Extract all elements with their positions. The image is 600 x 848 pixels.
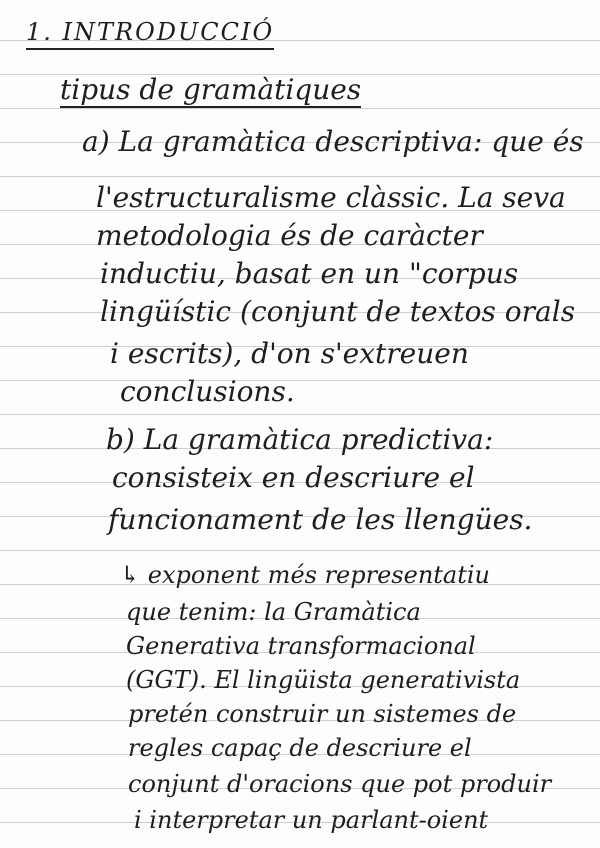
section-b-line-1: b) La gramàtica predictiva:	[106, 423, 494, 456]
section-a-line-6: i escrits), d'on s'extreuen	[110, 337, 469, 370]
note-line-5: pretén construir un sistemes de	[128, 700, 517, 728]
note-line-7: conjunt d'oracions que pot produir	[128, 770, 552, 798]
note-line-4: (GGT). El lingüista generativista	[126, 666, 521, 694]
note-line-6: regles capaç de descriure el	[128, 734, 472, 762]
section-a-line-1: a) La gramàtica descriptiva: que és	[82, 125, 584, 158]
section-a-line-4: inductiu, basat en un "corpus	[100, 257, 519, 290]
note-line-2: que tenim: la Gramàtica	[126, 598, 421, 626]
note-line-8: i interpretar un parlant-oient	[134, 806, 489, 834]
section-b-line-2: consisteix en descriure el	[112, 461, 475, 494]
section-a-line-5: lingüístic (conjunt de textos orals	[100, 295, 576, 328]
section-a-line-7: conclusions.	[120, 375, 295, 408]
note-line-1: ↳ exponent més representatiu	[120, 561, 491, 589]
section-subtitle: tipus de gramàtiques	[60, 73, 362, 106]
section-a-line-2: l'estructuralisme clàssic. La seva	[96, 181, 566, 214]
section-b-line-3: funcionament de les llengües.	[108, 503, 533, 536]
note-line-3: Generativa transformacional	[126, 632, 476, 660]
page-title: 1. INTRODUCCIÓ	[26, 20, 274, 50]
section-a-line-3: metodologia és de caràcter	[96, 219, 483, 252]
